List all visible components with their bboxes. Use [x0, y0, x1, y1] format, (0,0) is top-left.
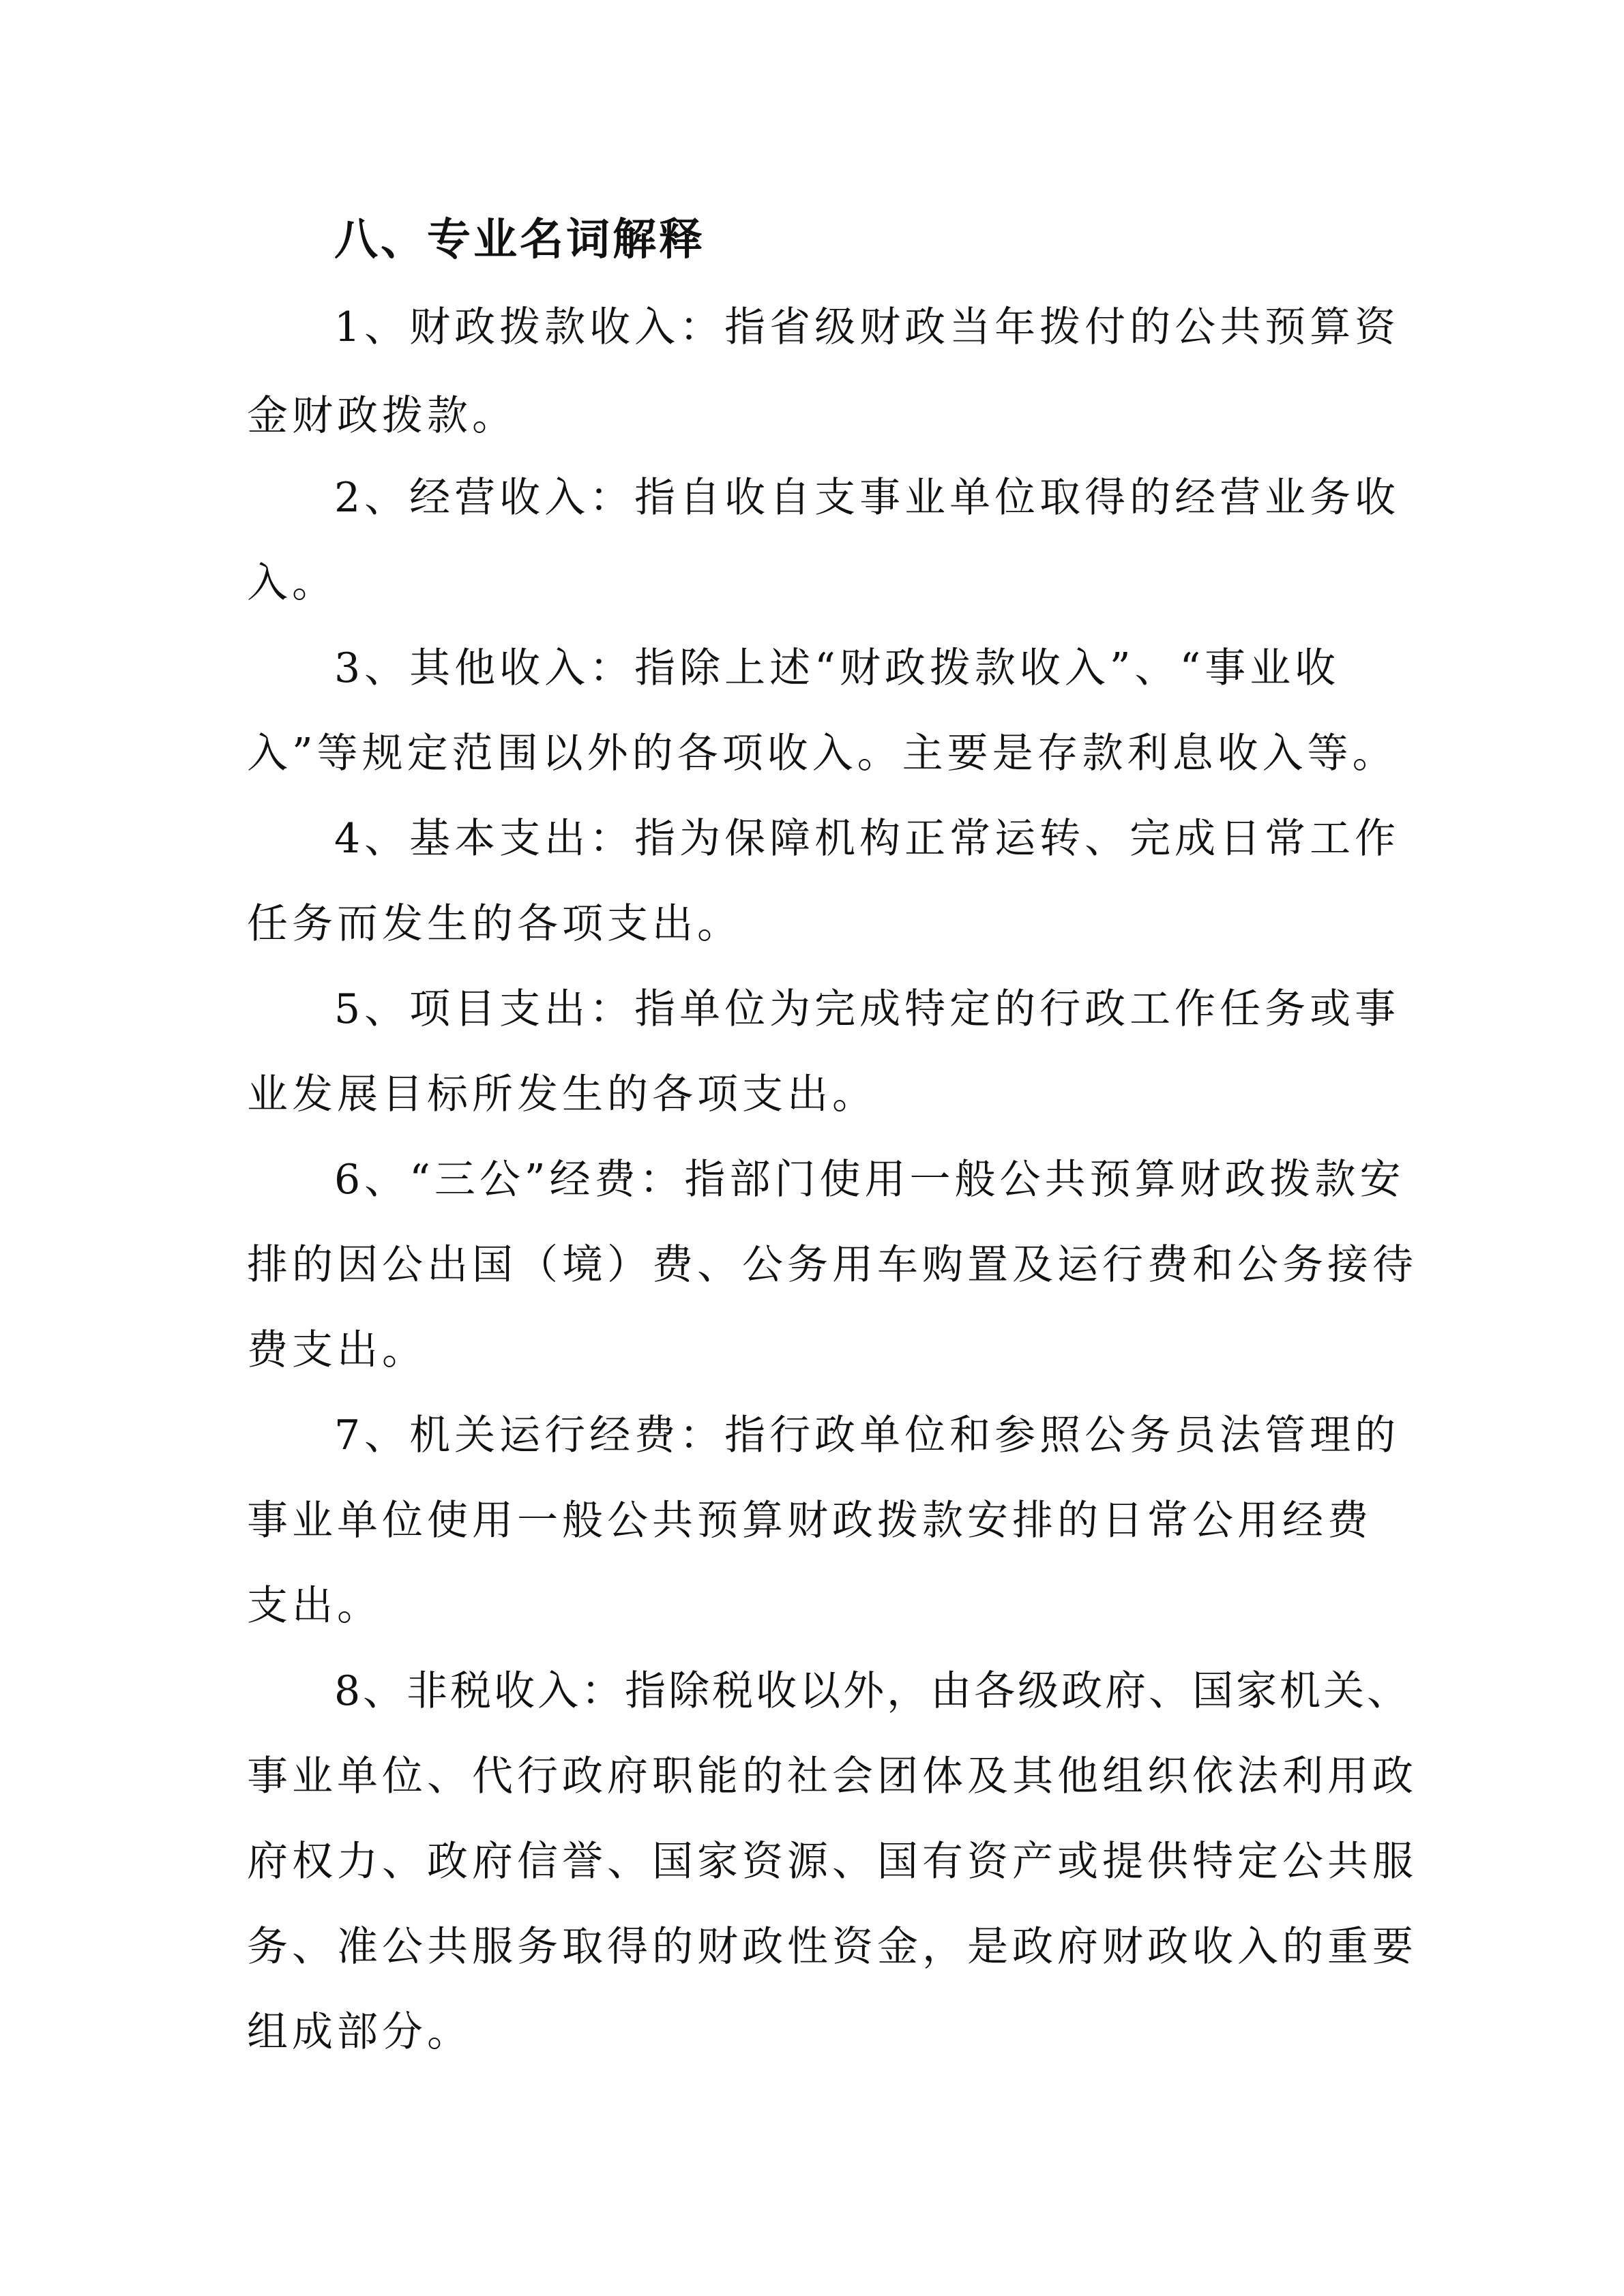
paragraph-8-line-2: 事业单位、代行政府职能的社会团体及其他组织依法利用政 — [247, 1753, 1417, 1800]
paragraph-8-line-3: 府权力、政府信誉、国家资源、国有资产或提供特定公共服 — [247, 1838, 1417, 1885]
paragraph-4-line-1: 4、基本支出：指为保障机构正常运转、完成日常工作 — [334, 815, 1400, 863]
paragraph-1-line-2: 金财政拨款。 — [247, 392, 517, 440]
paragraph-3-line-2: 入”等规定范围以外的各项收入。主要是存款利息收入等。 — [247, 730, 1398, 777]
paragraph-7-line-2: 事业单位使用一般公共预算财政拨款安排的日常公用经费 — [247, 1497, 1372, 1545]
paragraph-5-line-1: 5、项目支出：指单位为完成特定的行政工作任务或事 — [334, 985, 1400, 1033]
paragraph-1-line-1: 1、财政拨款收入：指省级财政当年拨付的公共预算资 — [334, 303, 1400, 351]
section-heading: 八、专业名词解释 — [334, 215, 705, 265]
paragraph-8-line-1: 8、非税收入：指除税收以外，由各级政府、国家机关、 — [334, 1667, 1411, 1715]
paragraph-6-line-2: 排的因公出国（境）费、公务用车购置及运行费和公务接待 — [247, 1241, 1417, 1289]
paragraph-5-line-2: 业发展目标所发生的各项支出。 — [247, 1071, 877, 1118]
paragraph-2-line-1: 2、经营收入：指自收自支事业单位取得的经营业务收 — [334, 474, 1400, 522]
paragraph-7-line-1: 7、机关运行经费：指行政单位和参照公务员法管理的 — [334, 1412, 1400, 1459]
paragraph-2-line-2: 入。 — [247, 559, 337, 607]
paragraph-8-line-4: 务、准公共服务取得的财政性资金，是政府财政收入的重要 — [247, 1923, 1417, 1971]
paragraph-4-line-2: 任务而发生的各项支出。 — [247, 900, 742, 948]
paragraph-6-line-1: 6、“三公”经费：指部门使用一般公共预算财政拨款安 — [334, 1156, 1405, 1204]
paragraph-7-line-3: 支出。 — [247, 1582, 382, 1630]
paragraph-6-line-3: 费支出。 — [247, 1326, 427, 1374]
paragraph-3-line-1: 3、其他收入：指除上述“财政拨款收入”、“事业收 — [334, 644, 1340, 692]
paragraph-8-line-5: 组成部分。 — [247, 2008, 472, 2056]
